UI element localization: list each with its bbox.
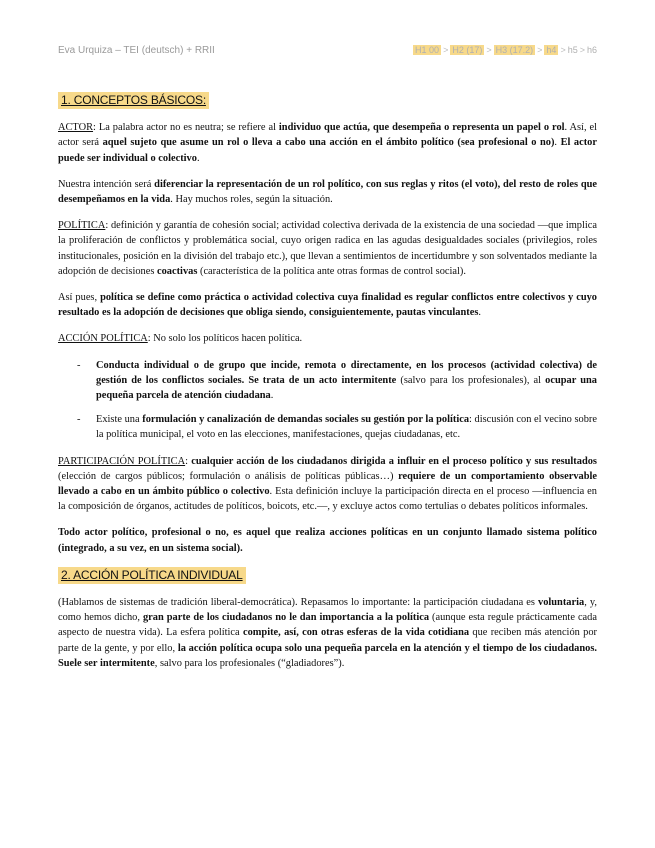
bold-text: individuo que actúa, que desempeña o representa un papel o rol bbox=[278, 122, 565, 134]
text: . bbox=[196, 152, 200, 164]
text: . Hay muchos roles, según la situación. bbox=[170, 194, 333, 206]
bold-text: política se define como práctica o actividad colectiva cuya finalidad es regular conflictos entre colectivos y cuyo resultado es la adopción de decisiones que obliga siendo, consiguientemente, pautas vinculantes bbox=[58, 292, 598, 319]
text: . Así, el actor será bbox=[58, 122, 597, 149]
accion-individual-paragraph bbox=[58, 595, 597, 671]
bold-text: compite, así, con otras esferas de la vida cotidiana bbox=[242, 627, 470, 639]
nav-separator: > bbox=[537, 45, 543, 55]
text: , y, como hemos dicho, bbox=[58, 597, 597, 624]
text: (salvo para los profesionales), al bbox=[396, 374, 546, 386]
text: : discusión con el vecino sobre la política municipal, el voto en las elecciones, manifestaciones, quejas ciudadanas, etc. bbox=[96, 414, 598, 441]
bold-text: la acción política ocupa solo una pequeña parcela en la atención y el tiempo de los ciudadanos. Suele ser intermitente bbox=[58, 642, 597, 669]
nav-h3[interactable]: H3 (17.2) bbox=[495, 45, 534, 55]
text: . bbox=[478, 307, 481, 319]
text: : No solo los políticos hacen política. bbox=[147, 333, 303, 345]
term-label: ACTOR bbox=[58, 122, 94, 134]
bold-text: requiere de un comportamiento observable llevado a cabo en un ámbito público o colectivo bbox=[58, 470, 597, 498]
bold-text: voluntaria bbox=[538, 597, 585, 609]
text: . Esta definición incluye la participación directa en el proceso —influencia en la composición de órganos, actitudes de políticos, boicots, etc.—, y excluye actos como tertulias o debates políticos informales. bbox=[58, 486, 597, 513]
bold-text: gran parte de los ciudadanos no le dan importancia a la política bbox=[142, 612, 430, 624]
section-heading: 2. ACCIÓN POLÍTICA INDIVIDUAL bbox=[58, 567, 246, 584]
heading-level-nav bbox=[413, 45, 597, 55]
bold-text: cualquier acción de los ciudadanos dirigida a influir en el proceso político y sus resultados bbox=[191, 455, 597, 467]
bold-text: ocupar una pequeña parcela de atención ciudadana bbox=[96, 374, 597, 402]
bold-text: coactivas bbox=[156, 265, 198, 277]
term-label: ACCIÓN POLÍTICA bbox=[58, 333, 148, 345]
bold-text: Conducta individual o de grupo que incide, remota o directamente, en los procesos (actividad colectiva) de gestión de los conflictos sociales. Se trata de un acto intermitente bbox=[96, 359, 597, 386]
section-heading: 1. CONCEPTOS BÁSICOS: bbox=[58, 92, 209, 109]
text: . bbox=[270, 390, 274, 402]
text: Existe una bbox=[96, 414, 143, 426]
todo-actor-paragraph bbox=[58, 525, 597, 555]
text: (aunque esta regule prácticamente cada aspecto de nuestra vida). La esfera política bbox=[58, 612, 597, 639]
bold-text: El actor puede ser individual o colectivo bbox=[58, 137, 597, 164]
text: : La palabra actor no es neutra; se refiere al bbox=[93, 122, 279, 134]
actor-definition bbox=[58, 120, 597, 166]
bold-text: formulación y canalización de demandas sociales su gestión por la política bbox=[142, 414, 470, 426]
participacion-definition bbox=[58, 454, 597, 515]
nav-separator: > bbox=[579, 45, 585, 55]
asipues-paragraph bbox=[58, 290, 597, 320]
nav-separator: > bbox=[560, 45, 566, 55]
intention-paragraph bbox=[58, 177, 597, 207]
text: Así pues, bbox=[58, 292, 101, 304]
accion-politica-definition bbox=[58, 331, 597, 346]
text: (elección de cargos públicos; formulación o análisis de políticas públicas…) bbox=[58, 470, 399, 482]
text: : definición y garantía de cohesión social; actividad colectiva derivada de la existencia de una sociedad —que implica la proliferación de conflictos y problemática social, cuyo origen radica en las agudas desigualdades sociales (privilegios, roles institucionales, posición en la división del trabajo etc.), que llevan a sentimientos de incertidumbre y son solventados mediante la adopción de decisiones bbox=[58, 220, 597, 277]
text: (Hablamos de sistemas de tradición liberal-democrática). Repasamos lo importante: la participación ciudadana es bbox=[58, 597, 538, 609]
text: (característica de la política ante otras formas de control social). bbox=[197, 265, 466, 277]
list-item bbox=[58, 412, 597, 442]
nav-h1[interactable]: H1 00 bbox=[415, 45, 440, 55]
text: : bbox=[185, 455, 192, 467]
nav-h5[interactable]: h5 bbox=[567, 45, 578, 55]
text: . bbox=[554, 137, 561, 149]
accion-list bbox=[58, 358, 597, 443]
nav-separator: > bbox=[486, 45, 492, 55]
nav-h4[interactable]: h4 bbox=[546, 45, 557, 55]
bold-text: diferenciar la representación de un rol político, con sus reglas y ritos (el voto), del resto de roles que desempeñamos en la vida bbox=[58, 178, 597, 206]
document-body bbox=[58, 92, 597, 682]
page-header bbox=[58, 43, 597, 57]
bold-text: Todo actor político, profesional o no, es aquel que realiza acciones políticas en un conjunto llamado sistema político (integrado, a su vez, en un sistema social). bbox=[58, 527, 597, 554]
text: Nuestra intención será bbox=[58, 178, 155, 190]
text: , salvo para los profesionales (“gladiadores”). bbox=[154, 657, 345, 669]
nav-h2[interactable]: H2 (17) bbox=[452, 45, 483, 55]
politica-definition bbox=[58, 218, 597, 279]
text: que reciben más atención por parte de la gente, y por ello, bbox=[58, 627, 597, 654]
header-author-course: Eva Urquiza – TEI (deutsch) + RRII bbox=[58, 44, 215, 56]
list-item bbox=[58, 358, 597, 404]
bold-text: aquel sujeto que asume un rol o lleva a cabo una acción en el ámbito político (sea profesional o no) bbox=[102, 137, 555, 149]
nav-separator: > bbox=[443, 45, 449, 55]
nav-h6[interactable]: h6 bbox=[586, 45, 597, 55]
term-label: PARTICIPACIÓN POLÍTICA bbox=[58, 455, 186, 467]
term-label: POLÍTICA bbox=[58, 220, 106, 232]
